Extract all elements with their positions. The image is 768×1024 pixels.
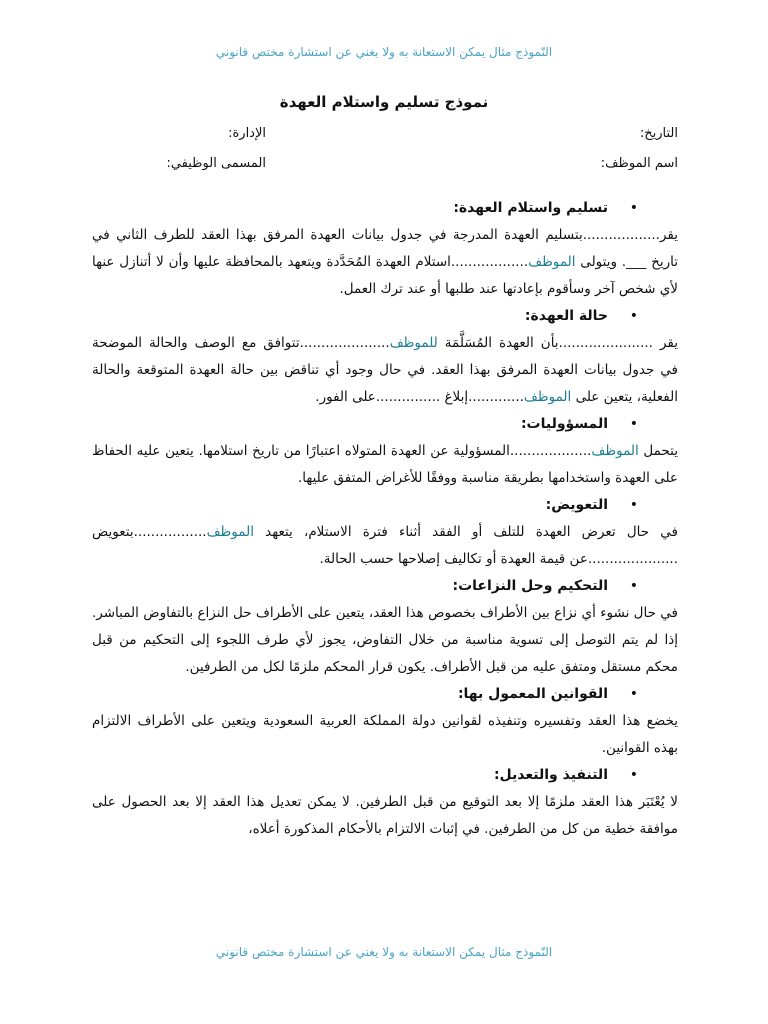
section-title-text: التعويض: xyxy=(545,497,608,513)
bullet-icon: • xyxy=(629,416,638,432)
section-title-text: القوانين المعمول بها: xyxy=(457,686,608,702)
section-custody-handover xyxy=(92,195,678,303)
highlighted-term: الموظف xyxy=(206,524,254,540)
highlighted-term: الموظف xyxy=(523,389,572,405)
section-title xyxy=(92,573,678,600)
section-responsibilities xyxy=(92,411,678,492)
section-title xyxy=(92,681,678,708)
section-paragraph: في حال نشوء أي نزاع بين الأطراف بخصوص هذا العقد، يتعين على الأطراف حل النزاع بالتفاوض المباشر. إذا لم يتم التوصل إلى تسوية مناسبة من خلال التفاوض، يجوز لأي طرف اللجوء إلى التحكيم من قبل محكم مستقل ومتفق عليه من قبل الأطراف. يكون قرار المحكم ملزمًا لكل من الطرفين. xyxy=(92,605,678,675)
section-paragraph: يخضع هذا العقد وتفسيره وتنفيذه لقوانين دولة المملكة العربية السعودية ويتعين على الأطراف الالتزام بهذه القوانين. xyxy=(92,713,678,756)
paragraph-text: .....................تتوافق مع الوصف والحالة الموضحة في جدول بيانات العهدة المرفق بهذا العقد. في حال وجود أي تناقض بين حالة العهدة المتوقعة والحالة الفعلية، يتعين على xyxy=(92,335,678,405)
section-execution-amendment xyxy=(92,762,678,843)
section-title xyxy=(92,762,678,789)
section-title-text: تسليم واستلام العهدة: xyxy=(453,200,608,216)
section-title-text: التنفيذ والتعديل: xyxy=(493,767,608,783)
department-label: الإدارة: xyxy=(228,126,266,141)
job-title-label: المسمى الوظيفي: xyxy=(166,156,266,171)
highlighted-term: للموظف xyxy=(389,335,438,351)
paragraph-text: .................بتعويض .....................عن قيمة العهدة أو تكاليف إصلاحها حسب الحالة. xyxy=(92,524,678,567)
section-applicable-laws xyxy=(92,681,678,762)
section-title xyxy=(92,195,678,222)
section-compensation xyxy=(92,492,678,573)
section-title-text: التحكيم وحل النزاعات: xyxy=(452,578,608,594)
paragraph-text: ..................استلام العهدة المُحَدَّدة ويتعهد بالمحافظة عليها وأن لا أتنازل عنها لأي شخص آخر وسأقوم بإعادتها عند طلبها أو عند ترك العمل. xyxy=(92,254,678,297)
paragraph-text: يتحمل xyxy=(638,443,678,459)
footer-disclaimer: النّموذج مثال يمكن الاستعانة به ولا يغني عن استشارة مختص قانوني xyxy=(215,945,553,959)
document-body xyxy=(92,195,678,843)
paragraph-text: في حال تعرض العهدة للتلف أو الفقد أثناء فترة الاستلام، يتعهد xyxy=(253,524,678,540)
bullet-icon: • xyxy=(629,767,638,783)
highlighted-term: الموظف xyxy=(591,443,639,459)
section-custody-condition xyxy=(92,303,678,411)
document-title: نموذج تسليم واستلام العهدة xyxy=(279,93,489,111)
section-title-text: حالة العهدة: xyxy=(524,308,608,324)
section-paragraph xyxy=(92,519,678,573)
section-paragraph xyxy=(92,330,678,411)
paragraph-text: .............إبلاغ ...............على الفور. xyxy=(315,389,524,405)
paragraph-text: ...................المسؤولية عن العهدة المتولاه اعتبارًا من تاريخ استلامها. يتعين عليه الحفاظ على العهدة واستخدامها بطريقة مناسبة ووفقًا للأغراض المتفق عليها. xyxy=(92,443,678,486)
section-title xyxy=(92,411,678,438)
date-label: التاريخ: xyxy=(639,126,678,141)
paragraph-text: يقر ......................بأن العهدة المُسَلَّمَة xyxy=(437,335,678,351)
section-paragraph: لا يُعْتَبَر هذا العقد ملزمًا إلا بعد التوقيع من قبل الطرفين. لا يمكن تعديل هذا العقد إلا بعد الحصول على موافقة خطية من كل من الطرفين. في إثبات الالتزام بالأحكام المذكورة أعلاه، xyxy=(92,794,678,837)
section-title-text: المسؤوليات: xyxy=(520,416,608,432)
section-paragraph xyxy=(92,222,678,303)
section-title xyxy=(92,492,678,519)
bullet-icon: • xyxy=(629,308,638,324)
bullet-icon: • xyxy=(629,578,638,594)
bullet-icon: • xyxy=(629,686,638,702)
paragraph-text: يقر..................بتسليم العهدة المدرجة في جدول بيانات العهدة المرفق بهذا العقد للطرف الثاني في تاريخ ___. ويتولى xyxy=(92,227,678,270)
highlighted-term: الموظف xyxy=(528,254,576,270)
bullet-icon: • xyxy=(629,497,638,513)
bullet-icon: • xyxy=(629,200,638,216)
section-arbitration xyxy=(92,573,678,681)
section-paragraph xyxy=(92,438,678,492)
section-title xyxy=(92,303,678,330)
header-disclaimer: النّموذج مثال يمكن الاستعانة به ولا يغني عن استشارة مختص قانوني xyxy=(215,45,553,59)
employee-name-label: اسم الموظف: xyxy=(600,156,678,171)
